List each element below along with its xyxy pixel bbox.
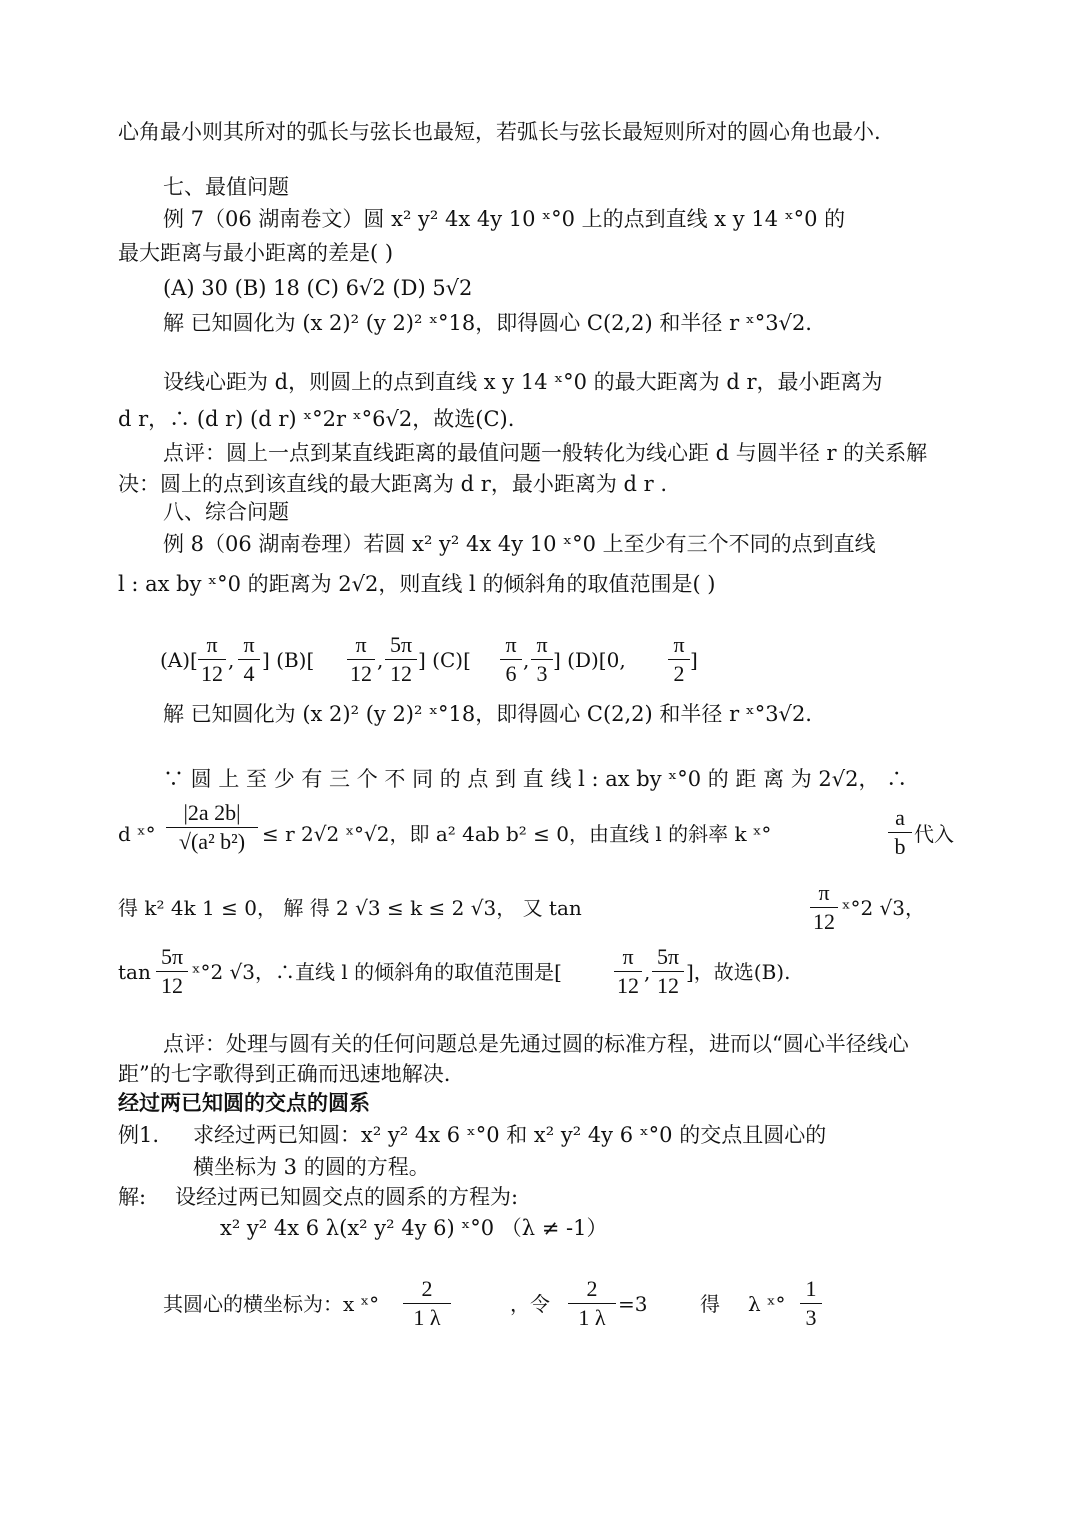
fraction — [810, 880, 838, 935]
fraction-numerator: π — [355, 632, 367, 657]
fraction — [888, 805, 912, 860]
option-c-label: ] (C)[ — [418, 648, 471, 672]
fraction-denominator: 1 λ — [578, 1305, 606, 1330]
comma: , — [644, 960, 651, 984]
bracket: ] — [690, 648, 698, 672]
fraction-numerator: π — [243, 632, 255, 657]
fraction-numerator: 5π — [656, 944, 680, 969]
math-text: 代入 — [914, 822, 954, 846]
fraction-denominator: 12 — [617, 973, 639, 998]
fraction-denominator: 12 — [350, 661, 372, 686]
math-text: 得 — [700, 1292, 720, 1316]
math-text: ˣ°2 √3， — [842, 896, 926, 920]
example-8-statement-cont: l : ax by ˣ°0 的距离为 2√2，则直线 l 的倾斜角的取值范围是( ) — [118, 572, 716, 596]
example-1-statement-cont: 横坐标为 3 的圆的方程。 — [193, 1155, 430, 1179]
fraction-denominator: 3 — [805, 1305, 817, 1330]
example-8-solution-line: ∵ 圆 上 至 少 有 三 个 不 同 的 点 到 直 线 l : ax by ˣ°0 的 距 离 为 2√2， ∴ — [163, 767, 908, 791]
math-text: ]，故选(B). — [686, 960, 791, 984]
math-text: tan — [118, 960, 151, 984]
fraction — [668, 632, 690, 687]
example-1-label: 例1. — [118, 1123, 160, 1147]
example-7-solution: 解 已知圆化为 (x 2)² (y 2)² ˣ°18，即得圆心 C(2,2) 和半径 r ˣ°3√2. — [163, 311, 812, 335]
section-heading: 经过两已知圆的交点的圆系 — [118, 1091, 370, 1115]
fraction-numerator: 2 — [421, 1276, 433, 1301]
fraction-numerator: 5π — [389, 632, 413, 657]
fraction-numerator: |2a 2b| — [183, 800, 241, 825]
fraction-numerator: a — [895, 805, 905, 830]
option-b-label: ] (B)[ — [262, 648, 315, 672]
example-7-solution-line: d r，∴ (d r) (d r) ˣ°2r ˣ°6√2，故选(C). — [118, 407, 515, 431]
fraction-numerator: π — [622, 944, 634, 969]
fraction-denominator: 1 λ — [413, 1305, 441, 1330]
math-text: =3 — [618, 1292, 648, 1316]
option-a-label: (A)[ — [160, 648, 198, 672]
fraction-denominator: 6 — [505, 661, 517, 686]
math-text: d ˣ° — [118, 822, 156, 846]
fraction — [531, 632, 553, 687]
fraction-numerator: 1 — [805, 1276, 817, 1301]
fraction-numerator: π — [818, 880, 830, 905]
fraction-denominator: 4 — [243, 661, 255, 686]
math-text: 其圆心的横坐标为：x ˣ° — [163, 1292, 380, 1316]
fraction-denominator: 12 — [657, 973, 679, 998]
fraction — [385, 632, 417, 687]
section-heading: 七、最值问题 — [163, 175, 289, 199]
fraction — [568, 1276, 616, 1331]
example-8-comment-cont: 距”的七字歌得到正确而迅速地解决. — [118, 1062, 451, 1086]
circle-family-equation: x² y² 4x 6 λ(x² y² 4y 6) ˣ°0 （λ ≠ -1） — [220, 1216, 608, 1240]
fraction-denominator: b — [894, 834, 906, 859]
fraction-numerator: π — [673, 632, 685, 657]
comma: , — [377, 648, 384, 672]
example-8-comment: 点评：处理与圆有关的任何问题总是先通过圆的标准方程，进而以“圆心半径线心 — [163, 1032, 909, 1056]
fraction-denominator: 3 — [536, 661, 548, 686]
example-7-solution-line: 设线心距为 d，则圆上的点到直线 x y 14 ˣ°0 的最大距离为 d r，最小距离为 — [163, 370, 883, 394]
math-text: 得 k² 4k 1 ≤ 0， 解 得 2 √3 ≤ k ≤ 2 √3， 又 tan — [118, 896, 582, 920]
fraction-denominator: 12 — [161, 973, 183, 998]
comma: , — [523, 648, 530, 672]
fraction-denominator: 2 — [673, 661, 685, 686]
fraction-denominator: 12 — [813, 909, 835, 934]
fraction-numerator: 5π — [160, 944, 184, 969]
example-7-comment-cont: 决：圆上的点到该直线的最大距离为 d r，最小距离为 d r . — [118, 472, 668, 496]
example-8-statement: 例 8（06 湖南卷理）若圆 x² y² 4x 4y 10 ˣ°0 上至少有三个不同的点到直线 — [163, 532, 876, 556]
fraction-denominator: √(a² b²) — [178, 829, 246, 854]
fraction-denominator: 12 — [390, 661, 412, 686]
fraction — [800, 1276, 822, 1331]
fraction — [238, 632, 260, 687]
example-7-options: (A) 30 (B) 18 (C) 6√2 (D) 5√2 — [163, 276, 473, 300]
math-text: ˣ°2 √3，∴直线 l 的倾斜角的取值范围是[ — [192, 960, 562, 984]
example-7-statement-cont: 最大距离与最小距离的差是( ) — [118, 241, 394, 265]
example-8-solution: 解 已知圆化为 (x 2)² (y 2)² ˣ°18，即得圆心 C(2,2) 和半径 r ˣ°3√2. — [163, 702, 812, 726]
fraction-numerator: π — [505, 632, 517, 657]
fraction-numerator: π — [206, 632, 218, 657]
example-7-statement: 例 7（06 湖南卷文）圆 x² y² 4x 4y 10 ˣ°0 上的点到直线 x y 14 ˣ°0 的 — [163, 207, 846, 231]
math-text: ，令 — [510, 1292, 550, 1316]
text-line: 心角最小则其所对的弧长与弦长也最短，若弧长与弦长最短则所对的圆心角也最小. — [118, 120, 881, 144]
fraction-denominator: 12 — [201, 661, 223, 686]
section-heading: 八、综合问题 — [163, 500, 289, 524]
fraction — [652, 944, 684, 999]
math-text: λ ˣ° — [748, 1292, 786, 1316]
fraction — [347, 632, 375, 687]
fraction — [500, 632, 522, 687]
fraction — [403, 1276, 451, 1331]
fraction — [166, 800, 258, 855]
fraction-numerator: 2 — [586, 1276, 598, 1301]
fraction — [614, 944, 642, 999]
fraction — [198, 632, 226, 687]
math-text: ≤ r 2√2 ˣ°√2，即 a² 4ab b² ≤ 0，由直线 l 的斜率 k ˣ° — [262, 822, 772, 846]
solution-text: 设经过两已知圆交点的圆系的方程为: — [175, 1185, 519, 1209]
comma: , — [228, 648, 235, 672]
example-1-statement: 求经过两已知圆：x² y² 4x 6 ˣ°0 和 x² y² 4y 6 ˣ°0 的交点且圆心的 — [193, 1123, 827, 1147]
fraction-numerator: π — [536, 632, 548, 657]
example-7-comment: 点评：圆上一点到某直线距离的最值问题一般转化为线心距 d 与圆半径 r 的关系解 — [163, 441, 928, 465]
fraction — [156, 944, 188, 999]
option-d-label: ] (D)[0, — [553, 648, 626, 672]
solution-label: 解: — [118, 1185, 147, 1209]
